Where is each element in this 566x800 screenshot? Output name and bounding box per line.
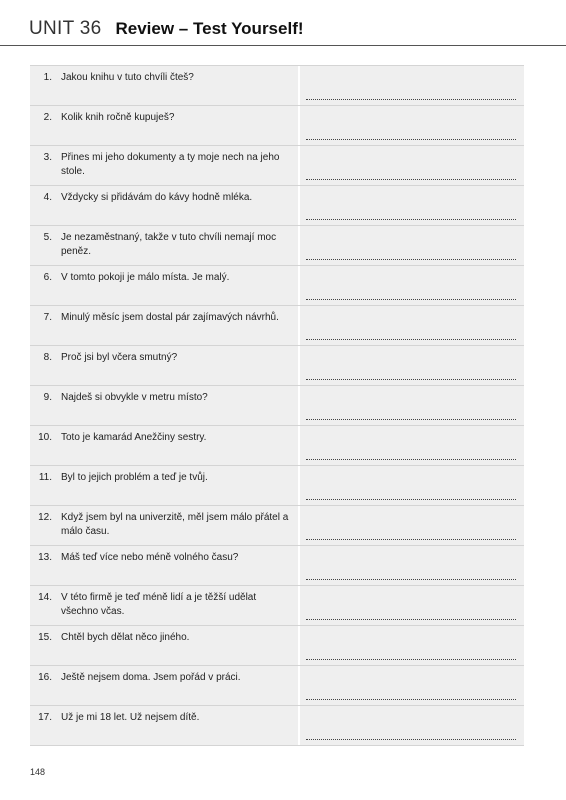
- answer-cell[interactable]: [300, 66, 524, 105]
- answer-cell[interactable]: [300, 666, 524, 705]
- question-number: 6.: [43, 272, 52, 283]
- page-header: [29, 18, 304, 40]
- exercise-row: [30, 666, 524, 706]
- exercise-row: [30, 506, 524, 546]
- unit-label: UNIT 36: [29, 18, 102, 39]
- exercise-row: [30, 66, 524, 106]
- exercise-row: [30, 226, 524, 266]
- question-number: 5.: [43, 232, 52, 243]
- question-cell: [30, 266, 298, 305]
- question-number: 14.: [38, 592, 52, 603]
- answer-line[interactable]: [306, 699, 516, 700]
- answer-cell[interactable]: [300, 306, 524, 345]
- answer-line[interactable]: [306, 579, 516, 580]
- exercise-row: [30, 266, 524, 306]
- question-text: Chtěl bych dělat něco jiného.: [61, 632, 190, 643]
- question-cell: [30, 706, 298, 745]
- answer-line[interactable]: [306, 139, 516, 140]
- question-number: 7.: [43, 312, 52, 323]
- exercise-row: [30, 706, 524, 746]
- answer-line[interactable]: [306, 219, 516, 220]
- answer-cell[interactable]: [300, 706, 524, 745]
- question-cell: [30, 666, 298, 705]
- answer-line[interactable]: [306, 499, 516, 500]
- answer-line[interactable]: [306, 659, 516, 660]
- question-cell: [30, 546, 298, 585]
- answer-line[interactable]: [306, 179, 516, 180]
- answer-cell[interactable]: [300, 186, 524, 225]
- exercise-row: [30, 186, 524, 226]
- question-text: Vždycky si přidávám do kávy hodně mléka.: [61, 192, 253, 203]
- question-text: Ještě nejsem doma. Jsem pořád v práci.: [61, 672, 241, 683]
- question-text: Přines mi jeho dokumenty a ty moje nech na jeho stole.: [61, 152, 280, 177]
- answer-cell[interactable]: [300, 346, 524, 385]
- question-number: 16.: [38, 672, 52, 683]
- answer-cell[interactable]: [300, 146, 524, 185]
- answer-cell[interactable]: [300, 546, 524, 585]
- question-number: 9.: [43, 392, 52, 403]
- answer-cell[interactable]: [300, 506, 524, 545]
- question-text: Najdeš si obvykle v metru místo?: [61, 392, 208, 403]
- answer-cell[interactable]: [300, 106, 524, 145]
- exercise-row: [30, 546, 524, 586]
- question-text: Proč jsi byl včera smutný?: [61, 352, 178, 363]
- question-cell: [30, 226, 298, 265]
- question-text: Toto je kamarád Anežčiny sestry.: [61, 432, 207, 443]
- answer-line[interactable]: [306, 339, 516, 340]
- answer-cell[interactable]: [300, 466, 524, 505]
- question-number: 2.: [43, 112, 52, 123]
- exercise-row: [30, 146, 524, 186]
- exercise-table: [30, 65, 524, 746]
- answer-cell[interactable]: [300, 386, 524, 425]
- question-number: 12.: [38, 512, 52, 523]
- answer-line[interactable]: [306, 299, 516, 300]
- exercise-row: [30, 386, 524, 426]
- question-text: Jakou knihu v tuto chvíli čteš?: [61, 72, 194, 83]
- question-number: 1.: [43, 72, 52, 83]
- question-text: V tomto pokoji je málo místa. Je malý.: [61, 272, 230, 283]
- question-number: 3.: [43, 152, 52, 163]
- question-text: Kolik knih ročně kupuješ?: [61, 112, 175, 123]
- question-text: V této firmě je teď méně lidí a je těžší udělat všechno včas.: [61, 592, 257, 617]
- exercise-row: [30, 586, 524, 626]
- question-cell: [30, 626, 298, 665]
- question-number: 10.: [38, 432, 52, 443]
- question-cell: [30, 506, 298, 545]
- exercise-row: [30, 306, 524, 346]
- page-title: Review – Test Yourself!: [115, 19, 304, 38]
- answer-line[interactable]: [306, 379, 516, 380]
- question-cell: [30, 306, 298, 345]
- question-number: 17.: [38, 712, 52, 723]
- question-number: 15.: [38, 632, 52, 643]
- answer-cell[interactable]: [300, 426, 524, 465]
- answer-cell[interactable]: [300, 226, 524, 265]
- question-number: 13.: [38, 552, 52, 563]
- answer-cell[interactable]: [300, 266, 524, 305]
- question-cell: [30, 466, 298, 505]
- question-cell: [30, 386, 298, 425]
- question-cell: [30, 426, 298, 465]
- answer-line[interactable]: [306, 739, 516, 740]
- question-number: 8.: [43, 352, 52, 363]
- answer-cell[interactable]: [300, 626, 524, 665]
- question-text: Když jsem byl na univerzitě, měl jsem málo přátel a málo času.: [61, 512, 289, 537]
- question-text: Už je mi 18 let. Už nejsem dítě.: [61, 712, 200, 723]
- question-cell: [30, 586, 298, 625]
- question-text: Máš teď více nebo méně volného času?: [61, 552, 239, 563]
- question-text: Je nezaměstnaný, takže v tuto chvíli nemají moc peněz.: [61, 232, 277, 257]
- answer-line[interactable]: [306, 539, 516, 540]
- header-divider: [0, 45, 566, 46]
- answer-line[interactable]: [306, 459, 516, 460]
- question-number: 11.: [38, 472, 52, 483]
- question-text: Byl to jejich problém a teď je tvůj.: [61, 472, 208, 483]
- exercise-row: [30, 106, 524, 146]
- answer-line[interactable]: [306, 259, 516, 260]
- page-number: 148: [30, 767, 46, 777]
- answer-cell[interactable]: [300, 586, 524, 625]
- exercise-row: [30, 346, 524, 386]
- question-cell: [30, 186, 298, 225]
- answer-line[interactable]: [306, 99, 516, 100]
- question-number: 4.: [43, 192, 52, 203]
- exercise-row: [30, 466, 524, 506]
- exercise-row: [30, 426, 524, 466]
- question-text: Minulý měsíc jsem dostal pár zajímavých návrhů.: [61, 312, 279, 323]
- answer-line[interactable]: [306, 419, 516, 420]
- question-cell: [30, 146, 298, 185]
- question-cell: [30, 66, 298, 105]
- question-cell: [30, 106, 298, 145]
- question-cell: [30, 346, 298, 385]
- exercise-row: [30, 626, 524, 666]
- answer-line[interactable]: [306, 619, 516, 620]
